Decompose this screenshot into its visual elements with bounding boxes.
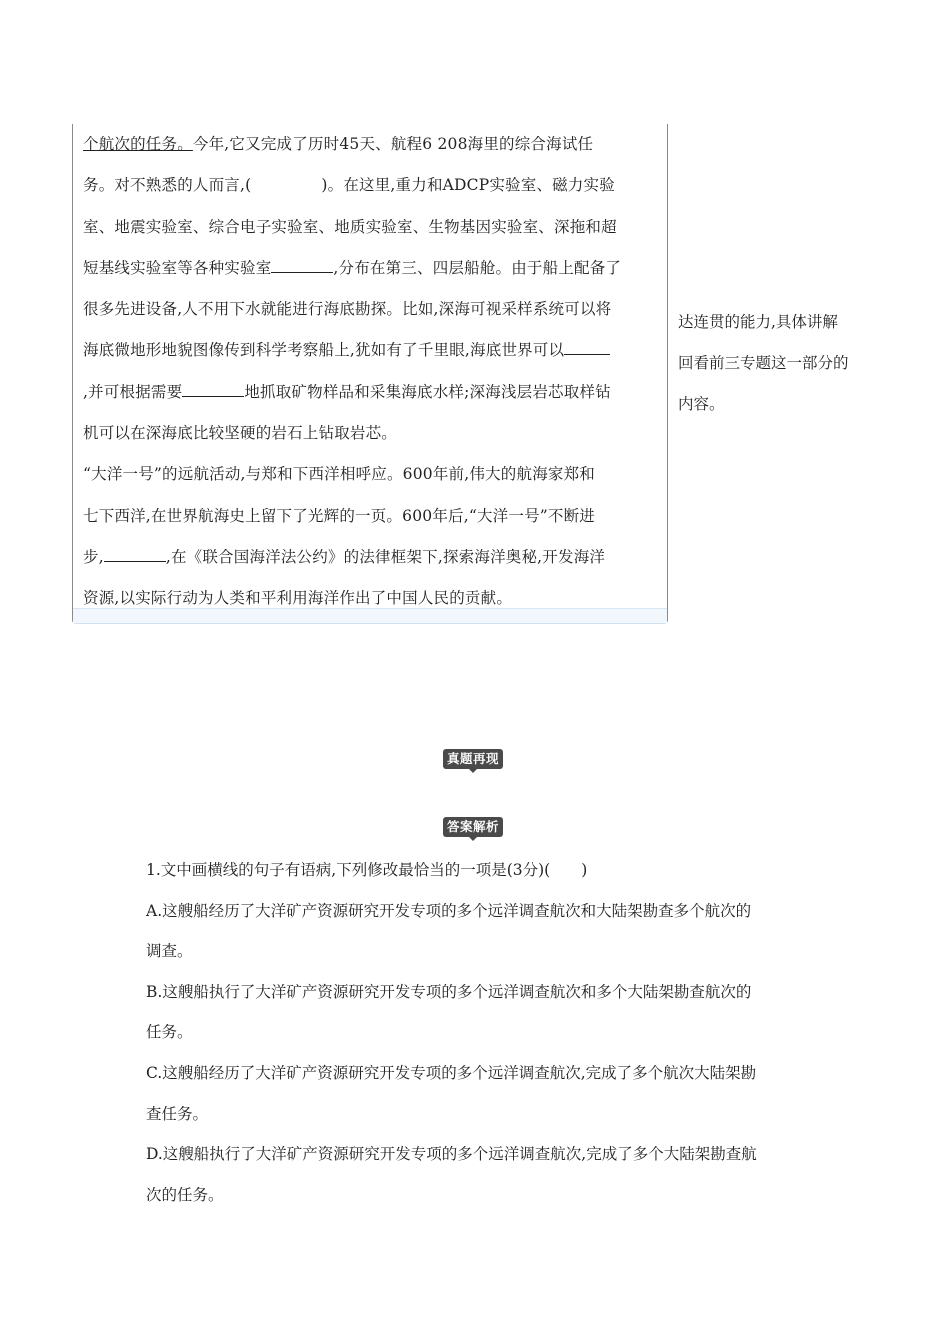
option-b-cont: 任务。 xyxy=(146,1023,193,1042)
side-note-line: 内容。 xyxy=(678,395,725,413)
box-footer-bar xyxy=(73,608,667,623)
answer-analysis-badge: 答案解析 xyxy=(443,817,503,837)
passage-line: 务。对不熟悉的人而言,( )。在这里,重力和ADCP实验室、磁力实验 xyxy=(83,176,615,195)
option-d-cont: 次的任务。 xyxy=(146,1185,224,1204)
reading-passage-box xyxy=(72,124,668,624)
fill-blank xyxy=(182,382,244,397)
past-exam-badge: 真题再现 xyxy=(443,749,503,769)
fill-blank xyxy=(271,258,333,273)
side-note-line: 回看前三专题这一部分的 xyxy=(678,354,849,372)
option-c-cont: 查任务。 xyxy=(146,1104,209,1123)
fill-blank xyxy=(564,340,610,355)
underlined-sentence: 个航次的任务。 xyxy=(83,135,193,153)
passage-line: “大洋一号”的远航活动,与郑和下西洋相呼应。600年前,伟大的航海家郑和 xyxy=(83,465,595,484)
passage-line: 七下西洋,在世界航海史上留下了光辉的一页。600年后,“大洋一号”不断进 xyxy=(83,506,595,525)
option-a-cont: 调查。 xyxy=(146,942,193,961)
option-a: A.这艘船经历了大洋矿产资源研究开发专项的多个远洋调查航次和大陆架勘查多个航次的 xyxy=(146,901,752,920)
passage-line: 资源,以实际行动为人类和平利用海洋作出了中国人民的贡献。 xyxy=(83,589,513,608)
question-stem: 1.文中画横线的句子有语病,下列修改最恰当的一项是(3分)( ) xyxy=(146,861,588,879)
fill-blank xyxy=(104,547,166,562)
passage-line: 海底微地形地貌图像传到科学考察船上,犹如有了千里眼,海底世界可以 xyxy=(83,330,653,371)
passage-line: ,并可根据需要 地抓取矿物样品和采集海底水样;深海浅层岩芯取样钻 xyxy=(83,382,611,401)
passage-line: 步, ,在《联合国海洋法公约》的法律框架下,探索海洋奥秘,开发海洋 xyxy=(83,547,606,566)
passage-line: 短基线实验室等各种实验室 ,分布在第三、四层船舱。由于船上配备了 xyxy=(83,258,622,277)
question-1 xyxy=(146,850,816,1215)
passage-line: 室、地震实验室、综合电子实验室、地质实验室、生物基因实验室、深拖和超 xyxy=(83,217,617,236)
passage-line: 很多先进设备,人不用下水就能进行海底勘探。比如,深海可视采样系统可以将 xyxy=(83,300,612,319)
option-c: C.这艘船经历了大洋矿产资源研究开发专项的多个远洋调查航次,完成了多个航次大陆架勘 xyxy=(146,1063,757,1082)
passage-line: 机可以在深海底比较坚硬的岩石上钻取岩芯。 xyxy=(83,424,398,443)
option-b: B.这艘船执行了大洋矿产资源研究开发专项的多个远洋调查航次和多个大陆架勘查航次的 xyxy=(146,982,752,1001)
option-d: D.这艘船执行了大洋矿产资源研究开发专项的多个远洋调查航次,完成了多个大陆架勘查航 xyxy=(146,1145,757,1164)
passage-text xyxy=(83,124,653,620)
side-note xyxy=(678,302,878,425)
passage-line: 个航次的任务。今年,它又完成了历时45天、航程6 208海里的综合海试任 xyxy=(83,135,594,153)
side-note-line: 达连贯的能力,具体讲解 xyxy=(678,313,838,331)
